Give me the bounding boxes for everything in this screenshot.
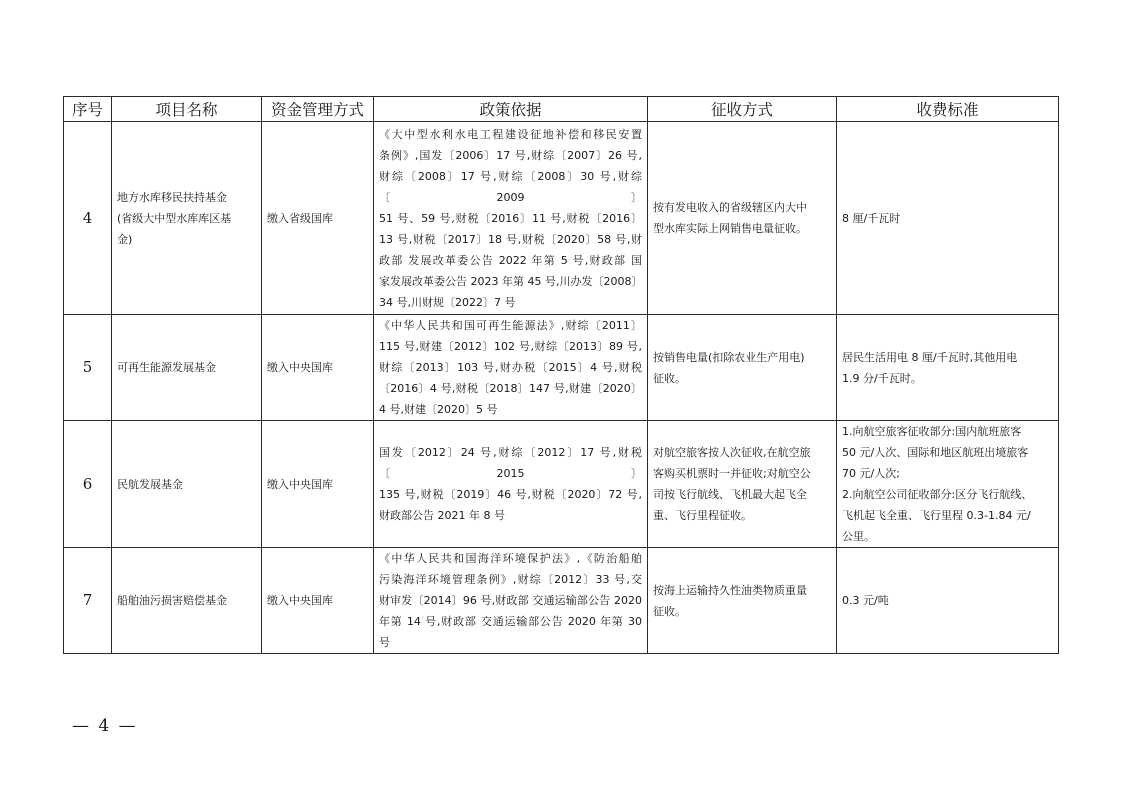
collection-method [648, 548, 837, 654]
text-line: 司按飞行航线、飞机最大起飞全 [653, 488, 807, 501]
table-row [64, 122, 1059, 315]
policy-basis [374, 315, 648, 421]
header-project-name: 项目名称 [112, 97, 262, 122]
text-line: 13 号,财税〔2017〕18 号,财税〔2020〕58 号,财 [379, 232, 642, 246]
collection-method [648, 421, 837, 548]
header-fee-standard: 收费标准 [837, 97, 1059, 122]
text-line: 《中华人民共和国可再生能源法》,财综〔2011〕 [379, 319, 642, 332]
project-name [112, 421, 262, 548]
text-line: 34 号,川财规〔2022〕7 号 [379, 295, 516, 309]
text-line: 客购买机票时一并征收;对航空公 [653, 467, 811, 480]
collection-method [648, 122, 837, 315]
project-name [112, 548, 262, 654]
header-row [64, 97, 1059, 122]
text-line: 飞机起飞全重、飞行里程 0.3-1.84 元/ [842, 509, 1031, 522]
text-line: 按海上运输持久性油类物质重量 [653, 583, 807, 597]
fee-table [63, 96, 1059, 654]
text-line: 财政部公告 2021 年 8 号 [379, 509, 505, 522]
table-row [64, 421, 1059, 548]
text-line: 0.3 元/吨 [842, 594, 889, 607]
table-row [64, 315, 1059, 421]
text-line: 财综〔2008〕17 号,财综〔2008〕30 号,财综〔2009〕 [379, 169, 642, 204]
header-no: 序号 [64, 97, 112, 122]
text-line: 1.9 分/千瓦时。 [842, 371, 922, 385]
text-line: 重、飞行里程征收。 [653, 509, 752, 522]
text-line: 2.向航空公司征收部分:区分飞行航线、 [842, 488, 1033, 501]
text-line: 年第 14 号,财政部 交通运输部公告 2020 年第 30 [379, 615, 642, 628]
text-line: 金) [117, 232, 133, 246]
row-no: 7 [64, 548, 112, 654]
fund-management: 缴入中央国库 [262, 548, 374, 654]
text-line: 可再生能源发展基金 [117, 361, 216, 374]
text-line: 征收。 [653, 604, 686, 618]
text-line: 4 号,财建〔2020〕5 号 [379, 403, 498, 416]
text-line: 公里。 [842, 530, 875, 543]
project-name [112, 122, 262, 315]
text-line: 1.向航空旅客征收部分:国内航班旅客 [842, 425, 1022, 438]
text-line: 国发〔2012〕24 号,财综〔2012〕17 号,财税〔2015〕 [379, 446, 642, 480]
fee-standard [837, 421, 1059, 548]
text-line: 〔2016〕4 号,财税〔2018〕147 号,财建〔2020〕 [379, 382, 642, 395]
fund-management: 缴入中央国库 [262, 421, 374, 548]
text-line: 财综〔2013〕103 号,财办税〔2015〕4 号,财税 [379, 361, 642, 374]
collection-method [648, 315, 837, 421]
text-line: 8 厘/千瓦时 [842, 211, 901, 225]
text-line: 征收。 [653, 371, 686, 385]
project-name [112, 315, 262, 421]
text-line: 居民生活用电 8 厘/千瓦时,其他用电 [842, 350, 1018, 364]
header-policy-basis: 政策依据 [374, 97, 648, 122]
text-line: 《中华人民共和国海洋环境保护法》,《防治船舶 [379, 552, 642, 565]
text-line: 《大中型水利水电工程建设征地补偿和移民安置 [379, 127, 642, 141]
text-line: 115 号,财建〔2012〕102 号,财综〔2013〕89 号, [379, 340, 642, 353]
text-line: 民航发展基金 [117, 477, 183, 491]
text-line: 地方水库移民扶持基金 [117, 190, 227, 204]
fund-management: 缴入中央国库 [262, 315, 374, 421]
text-line: 政部 发展改革委公告 2022 年第 5 号,财政部 国 [379, 253, 642, 267]
text-line: 51 号、59 号,财税〔2016〕11 号,财税〔2016〕 [379, 211, 642, 225]
header-collection-method: 征收方式 [648, 97, 837, 122]
text-line: 按销售电量(扣除农业生产用电) [653, 350, 805, 364]
text-line: 条例》,国发〔2006〕17 号,财综〔2007〕26 号, [379, 148, 642, 162]
policy-basis [374, 122, 648, 315]
text-line: 船舶油污损害赔偿基金 [117, 594, 227, 607]
table-row [64, 548, 1059, 654]
text-line: 家发展改革委公告 2023 年第 45 号,川办发〔2008〕 [379, 274, 643, 288]
text-line: 污染海洋环境管理条例》,财综〔2012〕33 号,交 [379, 573, 642, 586]
text-line: 50 元/人次、国际和地区航班出境旅客 [842, 446, 1029, 459]
text-line: 号 [379, 636, 390, 649]
page-number: — 4 — [72, 716, 138, 736]
text-line: 按有发电收入的省级辖区内大中 [653, 201, 807, 214]
text-line: 型水库实际上网销售电量征收。 [653, 222, 807, 235]
text-line: 70 元/人次; [842, 467, 900, 480]
fee-standard [837, 315, 1059, 421]
text-line: 财审发〔2014〕96 号,财政部 交通运输部公告 2020 [379, 594, 642, 607]
policy-basis [374, 548, 648, 654]
fee-standard [837, 122, 1059, 315]
text-line: (省级大中型水库库区基 [117, 211, 232, 225]
policy-basis [374, 421, 648, 548]
row-no: 4 [64, 122, 112, 315]
header-fund-management: 资金管理方式 [262, 97, 374, 122]
fund-management: 缴入省级国库 [262, 122, 374, 315]
text-line: 135 号,财税〔2019〕46 号,财税〔2020〕72 号, [379, 488, 642, 501]
row-no: 6 [64, 421, 112, 548]
fee-standard [837, 548, 1059, 654]
row-no: 5 [64, 315, 112, 421]
text-line: 对航空旅客按人次征收,在航空旅 [653, 446, 811, 459]
